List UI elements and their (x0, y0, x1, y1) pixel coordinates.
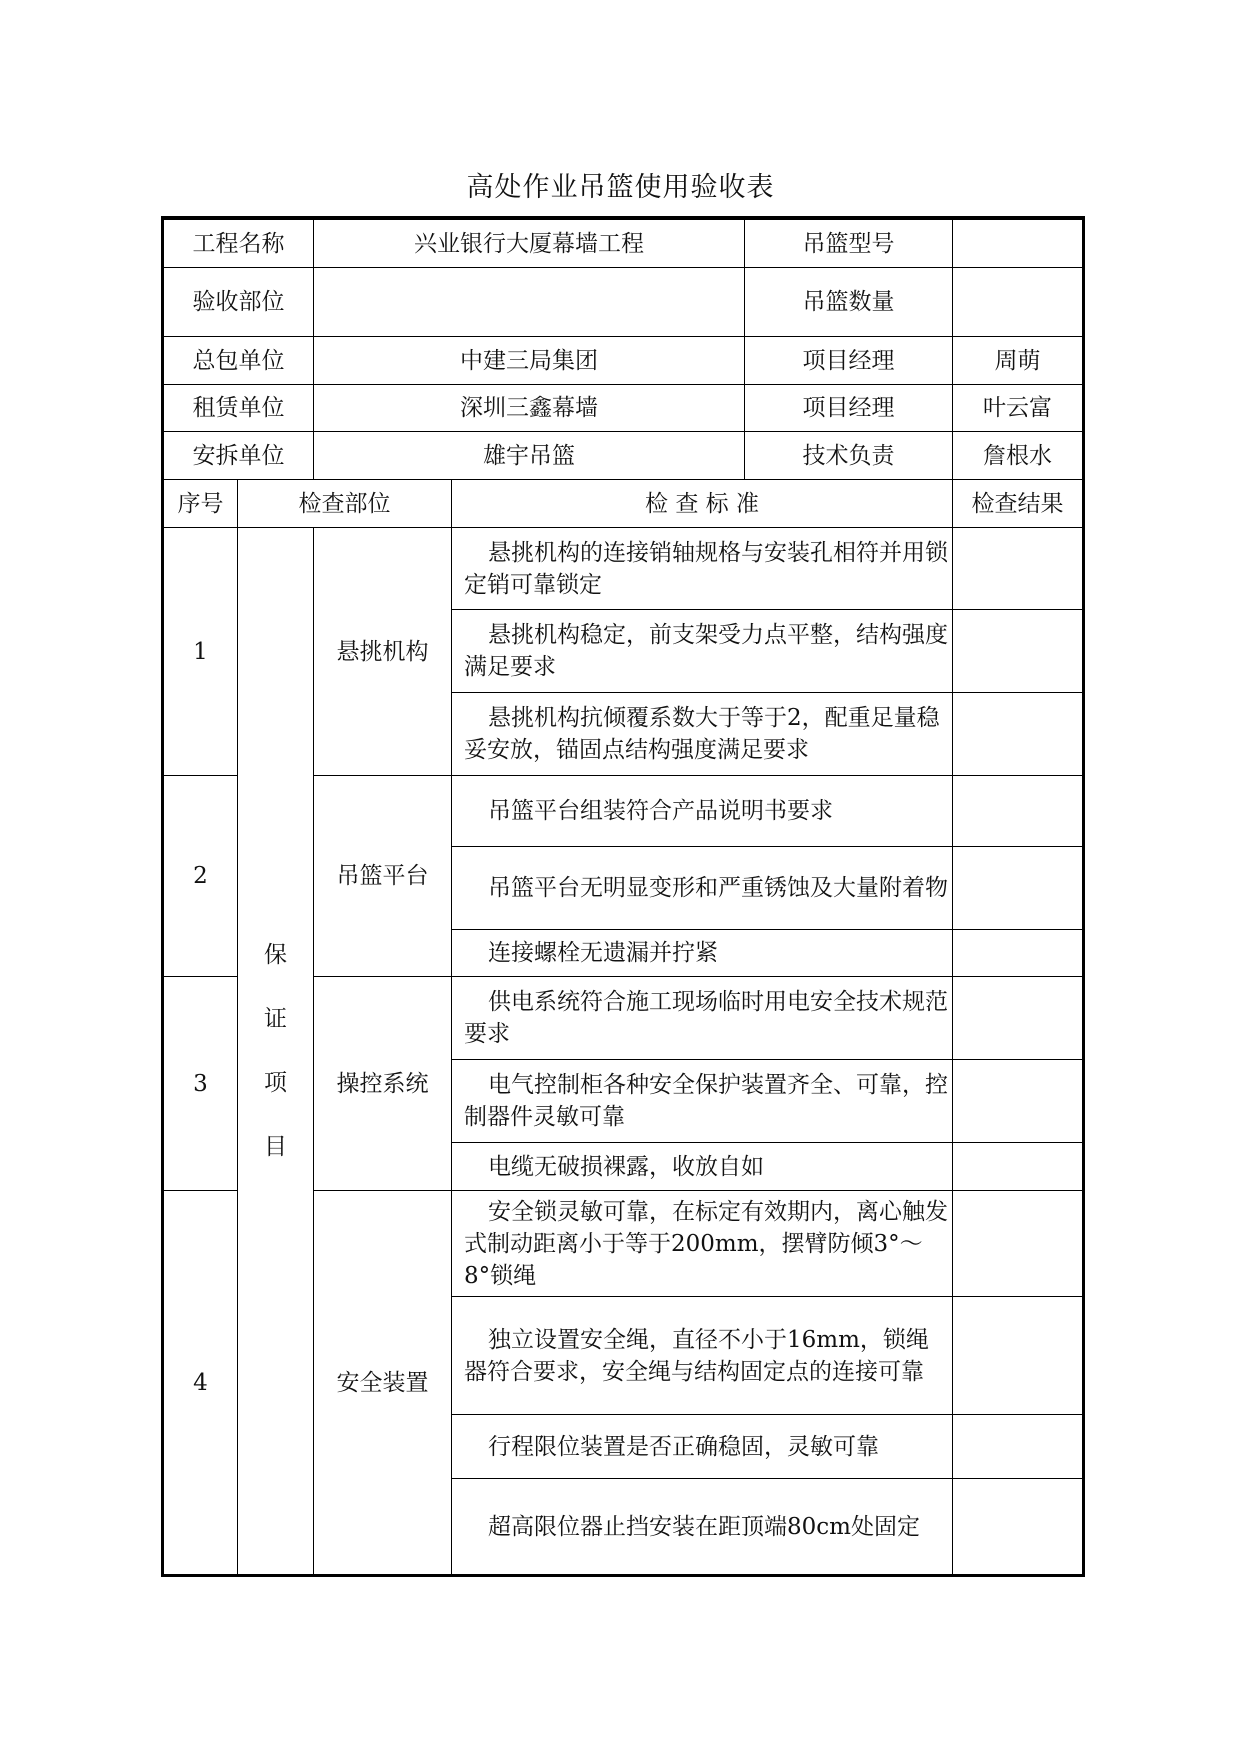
installer-label: 安拆单位 (163, 432, 314, 480)
acceptance-location-label: 验收部位 (163, 268, 314, 337)
gc-manager-value[interactable]: 周萌 (953, 337, 1084, 385)
check-standard: 悬挑机构抗倾覆系数大于等于2，配重足量稳妥安放，锚固点结构强度满足要求 (452, 693, 953, 776)
installer-row (163, 432, 1084, 480)
section-part: 安全装置 (314, 1191, 452, 1576)
check-standard: 吊篮平台组装符合产品说明书要求 (452, 776, 953, 847)
check-result-cell[interactable] (953, 776, 1084, 847)
category-char: 项 (264, 1070, 287, 1096)
page-title: 高处作业吊篮使用验收表 (466, 172, 775, 203)
tech-lead-label: 技术负责 (745, 432, 953, 480)
basket-quantity-label: 吊篮数量 (745, 268, 953, 337)
check-result-cell[interactable] (953, 1060, 1084, 1143)
check-standard: 独立设置安全绳，直径不小于16mm，锁绳器符合要求，安全绳与结构固定点的连接可靠 (452, 1297, 953, 1415)
check-result-cell[interactable] (953, 930, 1084, 977)
category-char: 保 (264, 942, 287, 968)
column-header-no: 序号 (163, 480, 238, 528)
lease-manager-label: 项目经理 (745, 385, 953, 432)
check-standard: 吊篮平台无明显变形和严重锈蚀及大量附着物 (452, 847, 953, 930)
general-contractor-row (163, 337, 1084, 385)
check-result-cell[interactable] (953, 847, 1084, 930)
check-result-cell[interactable] (953, 1479, 1084, 1576)
check-standard: 电气控制柜各种安全保护装置齐全、可靠，控制器件灵敏可靠 (452, 1060, 953, 1143)
acceptance-location-value[interactable] (314, 268, 745, 337)
check-standard: 行程限位装置是否正确稳固，灵敏可靠 (452, 1415, 953, 1479)
installer-value[interactable]: 雄宇吊篮 (314, 432, 745, 480)
check-result-cell[interactable] (953, 1415, 1084, 1479)
column-header-result: 检查结果 (953, 480, 1084, 528)
acceptance-form-table (161, 216, 1085, 1577)
section-part: 操控系统 (314, 977, 452, 1191)
check-standard: 悬挑机构稳定，前支架受力点平整，结构强度满足要求 (452, 610, 953, 693)
column-header-standard: 检 查 标 准 (452, 480, 953, 528)
basket-quantity-value[interactable] (953, 268, 1084, 337)
section-part: 吊篮平台 (314, 776, 452, 977)
project-name-value[interactable]: 兴业银行大厦幕墙工程 (314, 220, 745, 268)
check-result-cell[interactable] (953, 1297, 1084, 1415)
column-header-row (163, 480, 1084, 528)
section-number: 4 (163, 1191, 238, 1576)
check-standard: 供电系统符合施工现场临时用电安全技术规范要求 (452, 977, 953, 1060)
category-char: 目 (264, 1134, 287, 1160)
check-result-cell[interactable] (953, 693, 1084, 776)
category-char: 证 (264, 1006, 287, 1032)
category-label (238, 528, 314, 1576)
check-result-cell[interactable] (953, 1191, 1084, 1297)
leasing-unit-row (163, 385, 1084, 432)
basket-model-label: 吊篮型号 (745, 220, 953, 268)
check-standard: 超高限位器止挡安装在距顶端80cm处固定 (452, 1479, 953, 1576)
check-standard: 安全锁灵敏可靠，在标定有效期内，离心触发式制动距离小于等于200mm，摆臂防倾3°～8°锁绳 (452, 1191, 953, 1297)
section-number: 1 (163, 528, 238, 776)
table-row (163, 528, 1084, 610)
check-standard: 悬挑机构的连接销轴规格与安装孔相符并用锁定销可靠锁定 (452, 528, 953, 610)
leasing-unit-value[interactable]: 深圳三鑫幕墙 (314, 385, 745, 432)
gc-manager-label: 项目经理 (745, 337, 953, 385)
check-standard: 电缆无破损裸露，收放自如 (452, 1143, 953, 1191)
acceptance-location-row (163, 268, 1084, 337)
leasing-unit-label: 租赁单位 (163, 385, 314, 432)
lease-manager-value[interactable]: 叶云富 (953, 385, 1084, 432)
section-number: 2 (163, 776, 238, 977)
section-part: 悬挑机构 (314, 528, 452, 776)
check-result-cell[interactable] (953, 1143, 1084, 1191)
basket-model-value[interactable] (953, 220, 1084, 268)
check-result-cell[interactable] (953, 610, 1084, 693)
check-result-cell[interactable] (953, 977, 1084, 1060)
check-result-cell[interactable] (953, 528, 1084, 610)
section-number: 3 (163, 977, 238, 1191)
tech-lead-value[interactable]: 詹根水 (953, 432, 1084, 480)
general-contractor-label: 总包单位 (163, 337, 314, 385)
project-name-label: 工程名称 (163, 220, 314, 268)
project-name-row (163, 220, 1084, 268)
check-standard: 连接螺栓无遗漏并拧紧 (452, 930, 953, 977)
column-header-part: 检查部位 (238, 480, 452, 528)
general-contractor-value[interactable]: 中建三局集团 (314, 337, 745, 385)
